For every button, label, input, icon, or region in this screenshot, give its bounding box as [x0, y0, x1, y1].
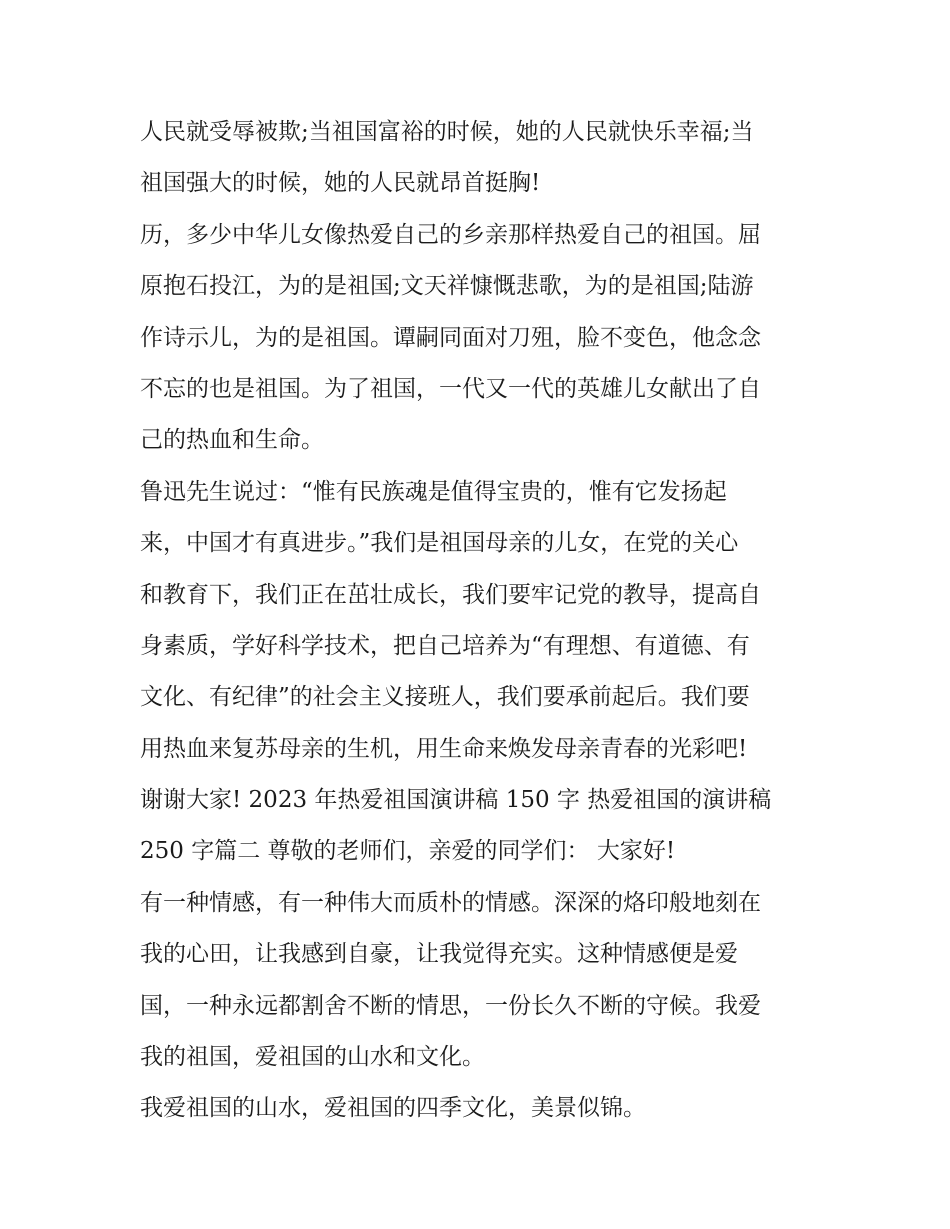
- text-line: 谢谢大家! 2023 年热爱祖国演讲稿 150 字 热爱祖国的演讲稿: [140, 787, 772, 814]
- text-line: 作诗示儿，为的是祖国。谭嗣同面对刀殂，脸不变色，他念念: [140, 324, 761, 351]
- document-body: [140, 107, 820, 1135]
- text-line: 用热血来复苏母亲的生机，用生命来焕发母亲青春的光彩吧!: [140, 735, 748, 762]
- text-line: 我爱祖国的山水，爱祖国的四季文化，美景似锦。: [140, 1095, 646, 1122]
- text-line: 己的热血和生命。: [140, 427, 324, 454]
- text-line: 来，中国才有真进步。”我们是祖国母亲的儿女，在党的关心: [140, 530, 739, 557]
- text-line: 历，多少中华儿女像热爱自己的乡亲那样热爱自己的祖国。屈: [140, 221, 761, 248]
- text-line: 鲁迅先生说过：“惟有民族魂是值得宝贵的，惟有它发扬起: [140, 478, 727, 505]
- text-line: 国，一种永远都割舍不断的情思，一份长久不断的守候。我爱: [140, 992, 761, 1019]
- text-line: 文化、有纪律”的社会主义接班人，我们要承前起后。我们要: [140, 684, 750, 711]
- text-line: 不忘的也是祖国。为了祖国，一代又一代的英雄儿女献出了自: [140, 375, 761, 402]
- text-line: 我的祖国，爱祖国的山水和文化。: [140, 1044, 485, 1071]
- text-line: 我的心田，让我感到自豪，让我觉得充实。这种情感便是爱: [140, 941, 738, 968]
- text-line: 人民就受辱被欺;当祖国富裕的时候，她的人民就快乐幸福;当: [140, 119, 754, 145]
- text-line: 250 字篇二 尊敬的老师们，亲爱的同学们： 大家好!: [140, 838, 676, 865]
- text-line: 原抱石投江，为的是祖国;文天祥慷慨悲歌，为的是祖国;陆游: [140, 273, 754, 300]
- text-line: 和教育下，我们正在茁壮成长，我们要牢记党的教导，提高自: [140, 581, 761, 608]
- text-line: 身素质，学好科学技术，把自己培养为“有理想、有道德、有: [140, 632, 750, 659]
- text-line: 祖国强大的时候，她的人民就昂首挺胸!: [140, 170, 541, 197]
- text-line: 有一种情感，有一种伟大而质朴的情感。深深的烙印般地刻在: [140, 889, 761, 916]
